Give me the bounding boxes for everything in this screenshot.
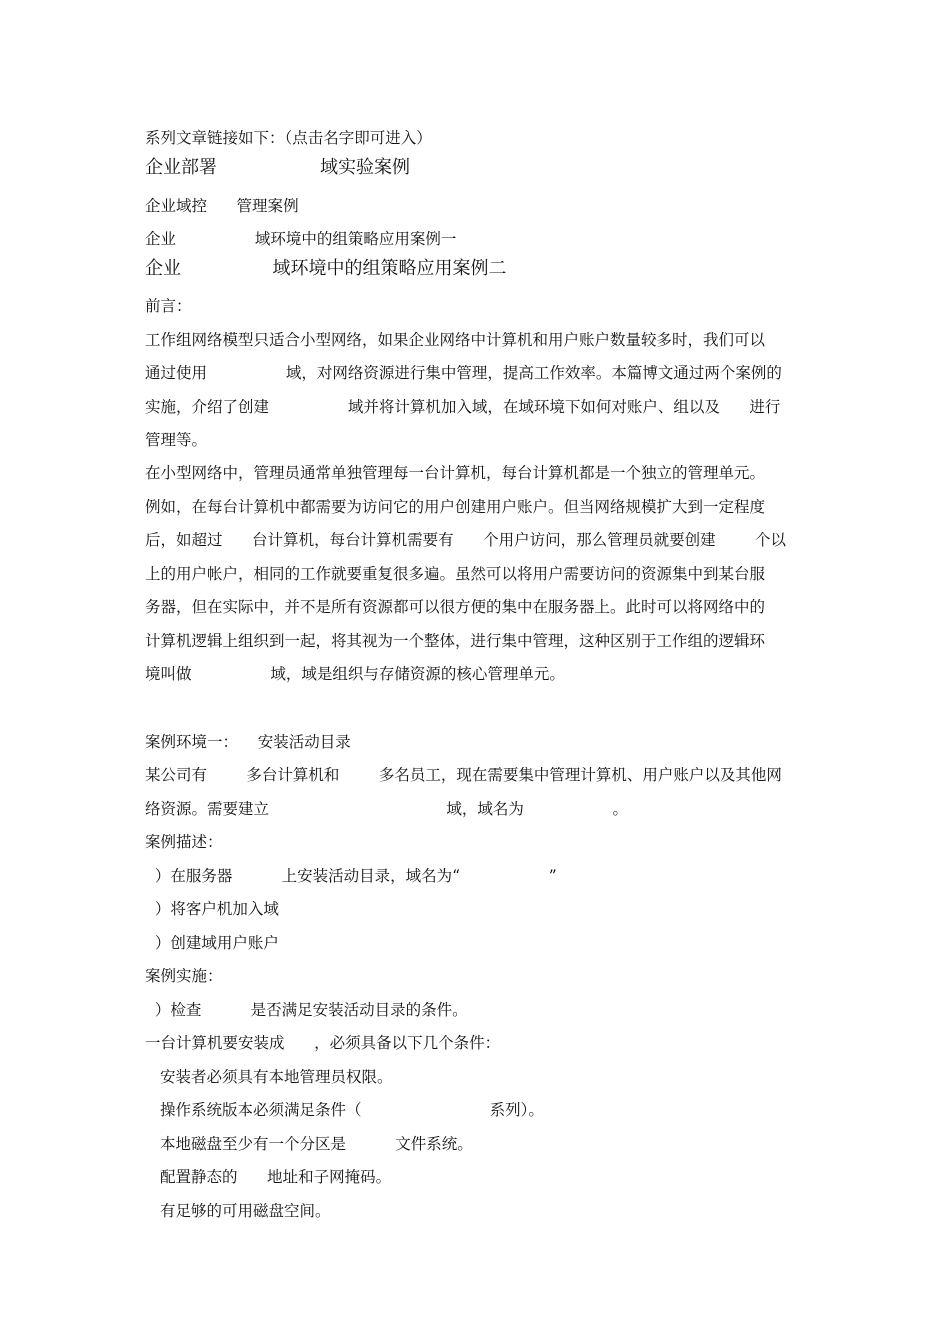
list-item: ）将客户机加入域 [145,900,279,918]
condition-item: 本地磁盘至少有一个分区是 文件系统。 [160,1135,473,1153]
paragraph-line: 工作组网络模型只适合小型网络，如果企业网络中计算机和用户账户数量较多时，我们可以 [145,331,766,349]
condition-item: 安装者必须具有本地管理员权限。 [160,1068,393,1086]
paragraph-line: 络资源。需要建立 域，域名为 。 [145,800,629,818]
case-implementation-heading: 案例实施： [145,967,223,985]
paragraph-line: 在小型网络中，管理员通常单独管理每一台计算机，每台计算机都是一个独立的管理单元。 [145,464,766,482]
link-group-policy-case-2[interactable]: 企业 域环境中的组策略应用案例二 [145,258,507,279]
link-domain-management-case[interactable]: 企业域控 管理案例 [145,197,299,215]
paragraph-line: 通过使用 域，对网络资源进行集中管理，提高工作效率。本篇博文通过两个案例的 [145,364,782,382]
paragraph-line: 某公司有 多台计算机和 多名员工，现在需要集中管理计算机、用户账户以及其他网 [145,766,782,784]
conditions-intro: 一台计算机要安装成 ，必须具备以下几个条件： [145,1034,501,1052]
paragraph-line: 管理等。 [145,431,208,449]
link-group-policy-case-1[interactable]: 企业 域环境中的组策略应用案例一 [145,230,457,248]
paragraph-line: 例如，在每台计算机中都需要为访问它的用户创建用户账户。但当网络规模扩大到一定程度 [145,498,766,516]
paragraph-line: 务器，但在实际中，并不是所有资源都可以很方便的集中在服务器上。此时可以将网络中的 [145,598,766,616]
case-description-heading: 案例描述： [145,833,223,851]
list-item: ）检查 是否满足安装活动目录的条件。 [145,1001,468,1019]
case1-heading: 案例环境一： 安装活动目录 [145,733,351,751]
paragraph-line: 计算机逻辑上组织到一起，将其视为一个整体，进行集中管理，这种区别于工作组的逻辑环 [145,632,766,650]
paragraph-line: 境叫做 域，域是组织与存储资源的核心管理单元。 [145,665,565,683]
link-enterprise-domain-case[interactable]: 企业部署 域实验案例 [145,157,410,178]
condition-item: 有足够的可用磁盘空间。 [160,1202,331,1220]
condition-item: 配置静态的 地址和子网掩码。 [160,1168,392,1186]
preface-heading: 前言： [145,297,192,315]
paragraph-line: 上的用户帐户，相同的工作就要重复很多遍。虽然可以将用户需要访问的资源集中到某台服 [145,565,766,583]
paragraph-line: 实施，介绍了创建 域并将计算机加入域，在域环境下如何对账户、组以及 进行 [145,398,781,416]
list-item: ）在服务器 上安装活动目录，域名为“ ” [145,867,557,885]
paragraph-line: 后，如超过 台计算机，每台计算机需要有 个用户访问，那么管理员就要创建 个以 [145,531,787,549]
series-links-intro: 系列文章链接如下：（点击名字即可进入） [145,129,432,147]
list-item: ）创建域用户账户 [145,934,279,952]
condition-item: 操作系统版本必须满足条件（ 系列）。 [160,1101,544,1119]
